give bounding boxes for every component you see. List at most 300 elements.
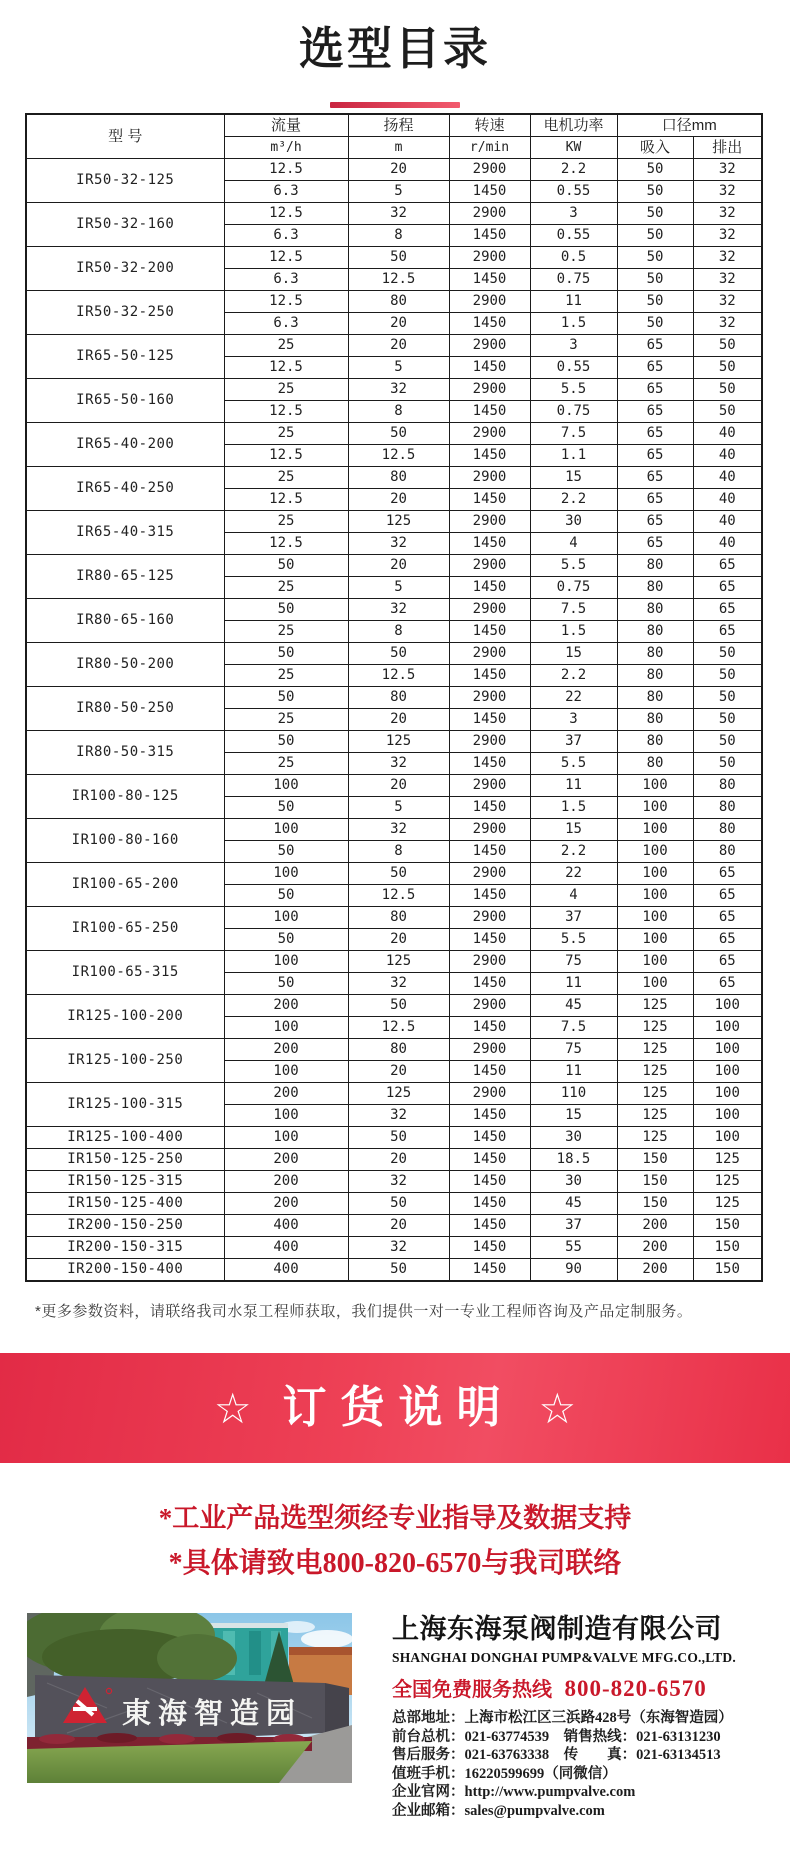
hotline-label: 全国免费服务热线: [392, 1679, 552, 1701]
value-cell: 12.5: [224, 489, 348, 511]
value-cell: 2.2: [530, 665, 617, 687]
value-cell: 125: [348, 1083, 449, 1105]
value-cell: 22: [530, 687, 617, 709]
table-row: [26, 335, 762, 357]
value-cell: 20: [348, 1149, 449, 1171]
value-cell: 4: [530, 885, 617, 907]
value-cell: 3: [530, 709, 617, 731]
value-cell: 5: [348, 357, 449, 379]
value-cell: 25: [224, 335, 348, 357]
value-cell: 50: [224, 643, 348, 665]
value-cell: 150: [617, 1193, 693, 1215]
value-cell: 32: [693, 291, 762, 313]
value-cell: 32: [693, 269, 762, 291]
value-cell: 1450: [449, 665, 530, 687]
value-cell: 65: [693, 555, 762, 577]
value-cell: 6.3: [224, 269, 348, 291]
value-cell: 100: [224, 775, 348, 797]
value-cell: 32: [348, 1237, 449, 1259]
value-cell: 37: [530, 907, 617, 929]
value-cell: 2900: [449, 335, 530, 357]
value-cell: 32: [348, 819, 449, 841]
value-cell: 15: [530, 643, 617, 665]
table-row: [26, 599, 762, 621]
model-cell: IR150-125-250: [26, 1149, 224, 1171]
value-cell: 3: [530, 335, 617, 357]
header-model: 型 号: [26, 114, 224, 159]
value-cell: 200: [224, 995, 348, 1017]
value-cell: 80: [617, 599, 693, 621]
value-cell: 1.5: [530, 313, 617, 335]
table-row: [26, 291, 762, 313]
value-cell: 32: [348, 599, 449, 621]
value-cell: 50: [224, 687, 348, 709]
table-header: [26, 114, 762, 159]
value-cell: 50: [617, 203, 693, 225]
table-row: [26, 555, 762, 577]
model-cell: IR65-40-315: [26, 511, 224, 555]
value-cell: 20: [348, 313, 449, 335]
value-cell: 3: [530, 203, 617, 225]
value-cell: 65: [693, 907, 762, 929]
value-cell: 50: [348, 1127, 449, 1149]
value-cell: 50: [224, 599, 348, 621]
value-cell: 40: [693, 467, 762, 489]
value-cell: 2900: [449, 247, 530, 269]
value-cell: 65: [693, 885, 762, 907]
table-row: [26, 775, 762, 797]
value-cell: 100: [617, 863, 693, 885]
value-cell: 80: [348, 1039, 449, 1061]
model-cell: IR80-65-160: [26, 599, 224, 643]
table-row: [26, 379, 762, 401]
value-cell: 2900: [449, 511, 530, 533]
value-cell: 80: [348, 907, 449, 929]
table-row: [26, 511, 762, 533]
banner-title: 订货说明: [282, 1383, 515, 1432]
model-cell: IR200-150-315: [26, 1237, 224, 1259]
value-cell: 32: [693, 247, 762, 269]
value-cell: 8: [348, 225, 449, 247]
value-cell: 125: [348, 731, 449, 753]
photo-sign-text: 東海智造园: [121, 1698, 303, 1730]
value-cell: 1450: [449, 1127, 530, 1149]
selection-table: [25, 113, 763, 1282]
unit-head: m: [348, 137, 449, 159]
value-cell: 11: [530, 291, 617, 313]
value-cell: 20: [348, 1215, 449, 1237]
value-cell: 25: [224, 379, 348, 401]
value-cell: 2.2: [530, 159, 617, 181]
model-cell: IR125-100-200: [26, 995, 224, 1039]
table-row: [26, 1215, 762, 1237]
value-cell: 25: [224, 709, 348, 731]
value-cell: 65: [693, 577, 762, 599]
value-cell: 32: [348, 1105, 449, 1127]
value-cell: 32: [693, 203, 762, 225]
model-cell: IR65-50-160: [26, 379, 224, 423]
page-title: 选型目录: [298, 23, 491, 74]
table-row: [26, 203, 762, 225]
model-cell: IR50-32-200: [26, 247, 224, 291]
value-cell: 0.75: [530, 401, 617, 423]
company-detail-line: 企业官网：http://www.pumpvalve.com: [392, 1784, 636, 1800]
table-row: [26, 423, 762, 445]
value-cell: 12.5: [224, 533, 348, 555]
value-cell: 12.5: [348, 885, 449, 907]
value-cell: 65: [693, 599, 762, 621]
value-cell: 2900: [449, 1083, 530, 1105]
model-cell: IR200-150-400: [26, 1259, 224, 1282]
value-cell: 1450: [449, 709, 530, 731]
value-cell: 150: [693, 1237, 762, 1259]
header-flow: 流量: [224, 114, 348, 137]
value-cell: 100: [617, 929, 693, 951]
value-cell: 12.5: [224, 445, 348, 467]
table-row: [26, 1237, 762, 1259]
value-cell: 50: [348, 643, 449, 665]
notice-line-2: *具体请致电800-820-6570与我司联络: [168, 1548, 622, 1579]
model-cell: IR125-100-315: [26, 1083, 224, 1127]
value-cell: 20: [348, 929, 449, 951]
value-cell: 1450: [449, 1237, 530, 1259]
value-cell: 32: [348, 1171, 449, 1193]
company-info: [392, 1607, 780, 1820]
value-cell: 22: [530, 863, 617, 885]
value-cell: 2900: [449, 291, 530, 313]
company-detail-line: 企业邮箱：sales@pumpvalve.com: [392, 1802, 605, 1819]
value-cell: 1450: [449, 445, 530, 467]
value-cell: 50: [617, 291, 693, 313]
value-cell: 8: [348, 841, 449, 863]
value-cell: 15: [530, 467, 617, 489]
model-cell: IR125-100-400: [26, 1127, 224, 1149]
value-cell: 50: [617, 181, 693, 203]
value-cell: 110: [530, 1083, 617, 1105]
value-cell: 12.5: [224, 247, 348, 269]
value-cell: 80: [617, 753, 693, 775]
value-cell: 1450: [449, 489, 530, 511]
table-row: [26, 159, 762, 181]
value-cell: 6.3: [224, 225, 348, 247]
value-cell: 50: [693, 753, 762, 775]
value-cell: 200: [617, 1237, 693, 1259]
value-cell: 12.5: [224, 401, 348, 423]
value-cell: 100: [693, 1105, 762, 1127]
value-cell: 50: [224, 973, 348, 995]
value-cell: 125: [693, 1171, 762, 1193]
value-cell: 50: [348, 863, 449, 885]
model-cell: IR50-32-250: [26, 291, 224, 335]
value-cell: 40: [693, 511, 762, 533]
value-cell: 100: [693, 1127, 762, 1149]
value-cell: 50: [224, 885, 348, 907]
value-cell: 80: [348, 291, 449, 313]
value-cell: 100: [617, 841, 693, 863]
value-cell: 125: [617, 1083, 693, 1105]
value-cell: 5: [348, 577, 449, 599]
value-cell: 5.5: [530, 555, 617, 577]
value-cell: 100: [693, 1017, 762, 1039]
value-cell: 1450: [449, 1105, 530, 1127]
value-cell: 2.2: [530, 841, 617, 863]
value-cell: 65: [617, 379, 693, 401]
value-cell: 100: [224, 1105, 348, 1127]
value-cell: 50: [348, 1259, 449, 1282]
value-cell: 12.5: [224, 357, 348, 379]
model-cell: IR50-32-125: [26, 159, 224, 203]
value-cell: 65: [617, 401, 693, 423]
value-cell: 100: [617, 885, 693, 907]
model-cell: IR125-100-250: [26, 1039, 224, 1083]
value-cell: 65: [617, 533, 693, 555]
header-speed: 转速: [449, 114, 530, 137]
value-cell: 50: [617, 313, 693, 335]
value-cell: 1450: [449, 1259, 530, 1282]
value-cell: 15: [530, 1105, 617, 1127]
model-cell: IR80-50-200: [26, 643, 224, 687]
value-cell: 100: [617, 951, 693, 973]
title-underline: [330, 102, 460, 108]
value-cell: 55: [530, 1237, 617, 1259]
value-cell: 50: [617, 159, 693, 181]
model-cell: IR150-125-315: [26, 1171, 224, 1193]
value-cell: 1450: [449, 1061, 530, 1083]
value-cell: 40: [693, 533, 762, 555]
value-cell: 50: [224, 797, 348, 819]
value-cell: 2900: [449, 159, 530, 181]
value-cell: 100: [617, 907, 693, 929]
value-cell: 20: [348, 159, 449, 181]
value-cell: 80: [348, 467, 449, 489]
value-cell: 100: [617, 797, 693, 819]
value-cell: 2900: [449, 951, 530, 973]
value-cell: 65: [693, 973, 762, 995]
value-cell: 32: [348, 533, 449, 555]
value-cell: 1450: [449, 577, 530, 599]
value-cell: 100: [617, 819, 693, 841]
company-detail-line: 值班手机：16220599699（同微信）: [392, 1765, 617, 1782]
model-cell: IR65-50-125: [26, 335, 224, 379]
unit-speed: r/min: [449, 137, 530, 159]
value-cell: 100: [693, 995, 762, 1017]
model-cell: IR80-65-125: [26, 555, 224, 599]
value-cell: 2900: [449, 731, 530, 753]
value-cell: 25: [224, 665, 348, 687]
value-cell: 125: [693, 1149, 762, 1171]
value-cell: 50: [617, 247, 693, 269]
value-cell: 2900: [449, 467, 530, 489]
table-row: [26, 643, 762, 665]
value-cell: 5.5: [530, 753, 617, 775]
value-cell: 2900: [449, 555, 530, 577]
value-cell: 125: [693, 1193, 762, 1215]
company-detail-line: 前台总机：021-63774539 销售热线：021-63131230: [392, 1728, 721, 1745]
table-row: [26, 1039, 762, 1061]
value-cell: 40: [693, 489, 762, 511]
value-cell: 80: [617, 687, 693, 709]
value-cell: 1450: [449, 181, 530, 203]
value-cell: 65: [617, 335, 693, 357]
value-cell: 200: [224, 1149, 348, 1171]
star-icon: ☆: [213, 1385, 252, 1432]
value-cell: 100: [693, 1039, 762, 1061]
value-cell: 0.75: [530, 577, 617, 599]
table-note: *更多参数资料，请联络我司水泵工程师获取，我们提供一对一专业工程师咨询及产品定制服务。: [35, 1303, 693, 1320]
value-cell: 1450: [449, 225, 530, 247]
value-cell: 32: [693, 181, 762, 203]
value-cell: 50: [348, 1193, 449, 1215]
value-cell: 20: [348, 335, 449, 357]
table-row: [26, 1171, 762, 1193]
value-cell: 50: [348, 247, 449, 269]
value-cell: 50: [693, 665, 762, 687]
value-cell: 150: [617, 1171, 693, 1193]
value-cell: 50: [693, 401, 762, 423]
value-cell: 2900: [449, 643, 530, 665]
value-cell: 200: [617, 1259, 693, 1282]
value-cell: 25: [224, 467, 348, 489]
value-cell: 15: [530, 819, 617, 841]
table-row: [26, 467, 762, 489]
value-cell: 20: [348, 709, 449, 731]
value-cell: 100: [224, 1127, 348, 1149]
value-cell: 1450: [449, 357, 530, 379]
header-discharge: 排出: [693, 137, 762, 159]
company-photo: [27, 1613, 352, 1783]
value-cell: 1450: [449, 1171, 530, 1193]
value-cell: 1450: [449, 753, 530, 775]
value-cell: 100: [224, 863, 348, 885]
model-cell: IR150-125-400: [26, 1193, 224, 1215]
value-cell: 11: [530, 775, 617, 797]
value-cell: 50: [693, 335, 762, 357]
value-cell: 1.5: [530, 797, 617, 819]
value-cell: 2900: [449, 1039, 530, 1061]
value-cell: 2900: [449, 379, 530, 401]
value-cell: 65: [617, 445, 693, 467]
value-cell: 20: [348, 775, 449, 797]
value-cell: 200: [617, 1215, 693, 1237]
value-cell: 50: [693, 357, 762, 379]
company-name-cn: 上海东海泵阀制造有限公司: [392, 1614, 722, 1644]
value-cell: 125: [617, 1039, 693, 1061]
value-cell: 8: [348, 621, 449, 643]
value-cell: 20: [348, 555, 449, 577]
value-cell: 2900: [449, 907, 530, 929]
value-cell: 25: [224, 753, 348, 775]
model-cell: IR50-32-160: [26, 203, 224, 247]
value-cell: 2900: [449, 863, 530, 885]
table-row: [26, 1149, 762, 1171]
value-cell: 1450: [449, 929, 530, 951]
value-cell: 125: [617, 1017, 693, 1039]
value-cell: 12.5: [348, 445, 449, 467]
value-cell: 5.5: [530, 929, 617, 951]
value-cell: 2900: [449, 423, 530, 445]
value-cell: 2900: [449, 819, 530, 841]
value-cell: 4: [530, 533, 617, 555]
value-cell: 30: [530, 1127, 617, 1149]
value-cell: 150: [693, 1215, 762, 1237]
value-cell: 0.5: [530, 247, 617, 269]
table-body: [26, 159, 762, 1282]
value-cell: 80: [617, 731, 693, 753]
value-cell: 125: [348, 951, 449, 973]
value-cell: 2900: [449, 203, 530, 225]
value-cell: 30: [530, 511, 617, 533]
value-cell: 65: [617, 489, 693, 511]
header-diameter: 口径mm: [617, 114, 762, 137]
value-cell: 5: [348, 797, 449, 819]
header-head: 扬程: [348, 114, 449, 137]
value-cell: 32: [693, 159, 762, 181]
value-cell: 80: [617, 555, 693, 577]
model-cell: IR80-50-250: [26, 687, 224, 731]
value-cell: 11: [530, 1061, 617, 1083]
value-cell: 80: [617, 643, 693, 665]
value-cell: 65: [617, 467, 693, 489]
value-cell: 125: [617, 1127, 693, 1149]
table-row: [26, 995, 762, 1017]
value-cell: 12.5: [348, 269, 449, 291]
value-cell: 50: [348, 423, 449, 445]
value-cell: 0.55: [530, 225, 617, 247]
value-cell: 80: [693, 841, 762, 863]
value-cell: 25: [224, 621, 348, 643]
company-name-en: SHANGHAI DONGHAI PUMP&VALVE MFG.CO.,LTD.: [392, 1650, 736, 1665]
value-cell: 65: [617, 357, 693, 379]
table-row: [26, 951, 762, 973]
value-cell: 32: [348, 973, 449, 995]
value-cell: 2.2: [530, 489, 617, 511]
model-cell: IR100-80-125: [26, 775, 224, 819]
value-cell: 32: [693, 225, 762, 247]
value-cell: 5.5: [530, 379, 617, 401]
value-cell: 12.5: [348, 665, 449, 687]
value-cell: 32: [693, 313, 762, 335]
header-suction: 吸入: [617, 137, 693, 159]
value-cell: 100: [224, 951, 348, 973]
value-cell: 80: [348, 687, 449, 709]
value-cell: 50: [693, 709, 762, 731]
value-cell: 30: [530, 1171, 617, 1193]
value-cell: 32: [348, 379, 449, 401]
value-cell: 65: [693, 929, 762, 951]
value-cell: 12.5: [348, 1017, 449, 1039]
value-cell: 50: [348, 995, 449, 1017]
value-cell: 200: [224, 1171, 348, 1193]
table-row: [26, 863, 762, 885]
value-cell: 12.5: [224, 291, 348, 313]
value-cell: 40: [693, 445, 762, 467]
model-cell: IR100-65-315: [26, 951, 224, 995]
value-cell: 90: [530, 1259, 617, 1282]
value-cell: 0.75: [530, 269, 617, 291]
value-cell: 65: [617, 511, 693, 533]
value-cell: 20: [348, 489, 449, 511]
value-cell: 37: [530, 731, 617, 753]
model-cell: IR100-65-250: [26, 907, 224, 951]
hotline-number: 800-820-6570: [564, 1676, 707, 1701]
value-cell: 50: [693, 643, 762, 665]
model-cell: IR100-65-200: [26, 863, 224, 907]
value-cell: 400: [224, 1259, 348, 1282]
value-cell: 1450: [449, 841, 530, 863]
value-cell: 75: [530, 951, 617, 973]
order-banner: [0, 1353, 790, 1463]
value-cell: 2900: [449, 995, 530, 1017]
